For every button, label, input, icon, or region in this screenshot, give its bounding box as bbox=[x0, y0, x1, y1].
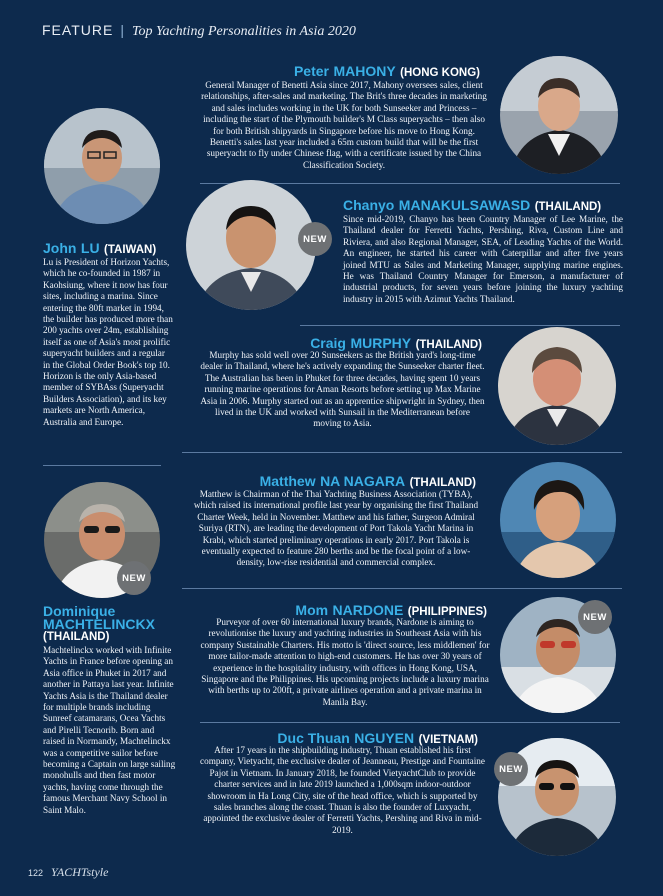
photo-matthew-na-nagara bbox=[500, 462, 616, 578]
divider bbox=[200, 722, 620, 723]
section-label: FEATURE bbox=[42, 22, 114, 38]
last-name: MURPHY bbox=[350, 335, 412, 351]
new-badge: NEW bbox=[117, 561, 151, 595]
page-number: 122 bbox=[28, 868, 44, 878]
country: (THAILAND) bbox=[409, 477, 476, 489]
bio-craig-murphy: Murphy has sold well over 20 Sunseekers as the British yard's long-time dealer in Thailand, where he's actively expanding the Sunseeker charter fleet. The Australian has been in Phuket for three decades, having spent 10 years running marine operations for Aman Resorts before setting up Max Marine Asia in 2006. Murphy started out as an apprentice shipwright in Sydney, then lived in the UK and worked with Sunsail in the Mediterranean before moving to Asia. bbox=[200, 350, 485, 429]
new-badge: NEW bbox=[578, 600, 612, 634]
bio-mom-nardone: Purveyor of over 60 international luxury brands, Nardone is aiming to revolutionise the luxury and yachting industries in Southeast Asia with his company Sustainable Charters. His motto is 'direct source, less middlemen' for more tailor-made attention to high-end customers. He has over 30 years of experience in the hospitality industry, with offices in Hong Kong, USA, Singapore and the Philippines. His upcoming projects include a luxury marina with berths up to 200ft, a private airlines operation and a private marina in Manila Bay. bbox=[200, 617, 490, 707]
country: (PHILIPPINES) bbox=[407, 606, 487, 618]
header-separator: | bbox=[120, 22, 125, 38]
divider bbox=[182, 452, 622, 453]
country: (THAILAND) bbox=[415, 339, 482, 351]
magazine-logo: YACHTstyle bbox=[51, 865, 109, 879]
bio-peter-mahony: General Manager of Benetti Asia since 2017, Mahony oversees sales, client relationships, after-sales and marketing. The Brit's three decades in marketing and sales includes working in the UK for both Sunseeker and Princess – including the start of the Plymouth builder's M Class superyachts – then also for both British shipyards in Singapore before his move to Hong Kong. Benetti's sales last year included a 65m custom build that will be the first superyacht to fly under Chinese flag, with a certificate issued by the China Classification Society. bbox=[201, 80, 487, 170]
photo-chanyo-manakulsawasd bbox=[186, 180, 316, 310]
last-name: NA NAGARA bbox=[320, 473, 406, 489]
last-name: NARDONE bbox=[332, 602, 404, 618]
first-name: Matthew bbox=[259, 473, 316, 489]
country: (THAILAND) bbox=[43, 631, 110, 643]
name-peter-mahony bbox=[294, 63, 480, 81]
first-name: Duc Thuan bbox=[277, 730, 350, 746]
first-name: John bbox=[43, 240, 77, 256]
new-badge: NEW bbox=[494, 752, 528, 786]
photo-peter-mahony bbox=[500, 56, 618, 174]
last-name: LU bbox=[80, 240, 100, 256]
feature-header bbox=[42, 22, 356, 40]
bio-john-lu: Lu is President of Horizon Yachts, which he co-founded in 1987 in Kaohsiung, where it now has four sites, including a marina. Since entering the 80ft market in 1994, the builder has produced more than 200 yachts over 24m, establishing itself as one of Asia's most prolific superyacht builders and a regular in the Global Order Book's top 10. Horizon is the only Asia-based member of SYBAss (Superyacht Builders Association), and its key markets are North America, Australia and Europe. bbox=[43, 257, 173, 427]
new-badge: NEW bbox=[298, 222, 332, 256]
country: (THAILAND) bbox=[534, 201, 602, 213]
bio-duc-thuan-nguyen: After 17 years in the shipbuilding industry, Thuan established his first company, Vietyacht, the exclusive dealer of Jeanneau, Prestige and Fountaine Pajot in Vietnam. In January 2018, he founded VietyachtClub to provide charter services and in late 2019 launched a 1,000sqm indoor-outdoor showroom in Ha Long City, site of the head office, which is supported by sales branches along the coast. Thuan is also the founder of Luxyacht, appointed the exclusive dealer of Ferretti Yachts, Pershing and Riva in mid-2019. bbox=[200, 745, 485, 835]
first-name: Dominique bbox=[43, 603, 116, 619]
country: (VIETNAM) bbox=[418, 734, 478, 746]
country: (HONG KONG) bbox=[400, 67, 480, 79]
divider bbox=[300, 325, 620, 326]
last-name: MACHTELINCKX bbox=[43, 616, 155, 632]
photo-craig-murphy bbox=[498, 327, 616, 445]
first-name: Peter bbox=[293, 63, 329, 79]
first-name: Chanyo bbox=[343, 197, 395, 213]
first-name: Craig bbox=[310, 335, 346, 351]
page-footer bbox=[28, 865, 108, 880]
name-dominique-machtelinckx bbox=[43, 605, 155, 644]
last-name: MAHONY bbox=[333, 63, 396, 79]
last-name: NGUYEN bbox=[354, 730, 415, 746]
name-john-lu bbox=[43, 240, 156, 258]
divider bbox=[182, 588, 622, 589]
first-name: Mom bbox=[295, 602, 329, 618]
divider bbox=[43, 465, 161, 466]
feature-title: Top Yachting Personalities in Asia 2020 bbox=[131, 24, 356, 39]
bio-dominique-machtelinckx: Machtelinckx worked with Infinite Yachts in France before opening an Asia office in Phuket in 2017 and another in Pattaya last year. Infinite Yachts Asia is the Thailand dealer for multiple brands including Sunreef catamarans, Ocea Yachts and Pirelli Tecnorib. Born and raised in Normandy, Machtelinckx was a competitive sailor before becoming a Captain on large sailing monohulls and then fast motor yachts, having come through the famous Merchant Navy School in Saint Malo. bbox=[43, 645, 176, 815]
last-name: MANAKULSAWASD bbox=[398, 197, 531, 213]
bio-chanyo-manakulsawasd: Since mid-2019, Chanyo has been Country Manager of Lee Marine, the Thailand dealer for Ferretti Yachts, Pershing, Riva, Custom Line and Riviera, and also Regional Manager, SEA, of Leading Yachts of the World. An engineer, he started his career with Caterpillar and after five years joined MTU as Sales and Marketing Manager, supplying marine engines. He was Thailand Country Manager for Emerson, a manufacturer of industrial products, for seven years before joining the luxury yachting industry in 2015 with Azimut Yachts Thailand. bbox=[343, 214, 623, 304]
country: (TAIWAN) bbox=[104, 244, 157, 256]
bio-matthew-na-nagara: Matthew is Chairman of the Thai Yachting Business Association (TYBA), which raised its international profile last year by organising the first Thailand Charter Week, held in November. Matthew and his father, Surgeon Admiral Suriya (RTN), are leading the development of Port Takola Yacht Marina in Krabi, which started preliminary operations in early 2017. Port Takola is eventually expected to feature 280 berths and be the focal point of a low-density, low-rise residential and commercial complex. bbox=[193, 489, 479, 568]
name-chanyo-manakulsawasd bbox=[343, 197, 601, 215]
photo-john-lu bbox=[44, 108, 160, 224]
